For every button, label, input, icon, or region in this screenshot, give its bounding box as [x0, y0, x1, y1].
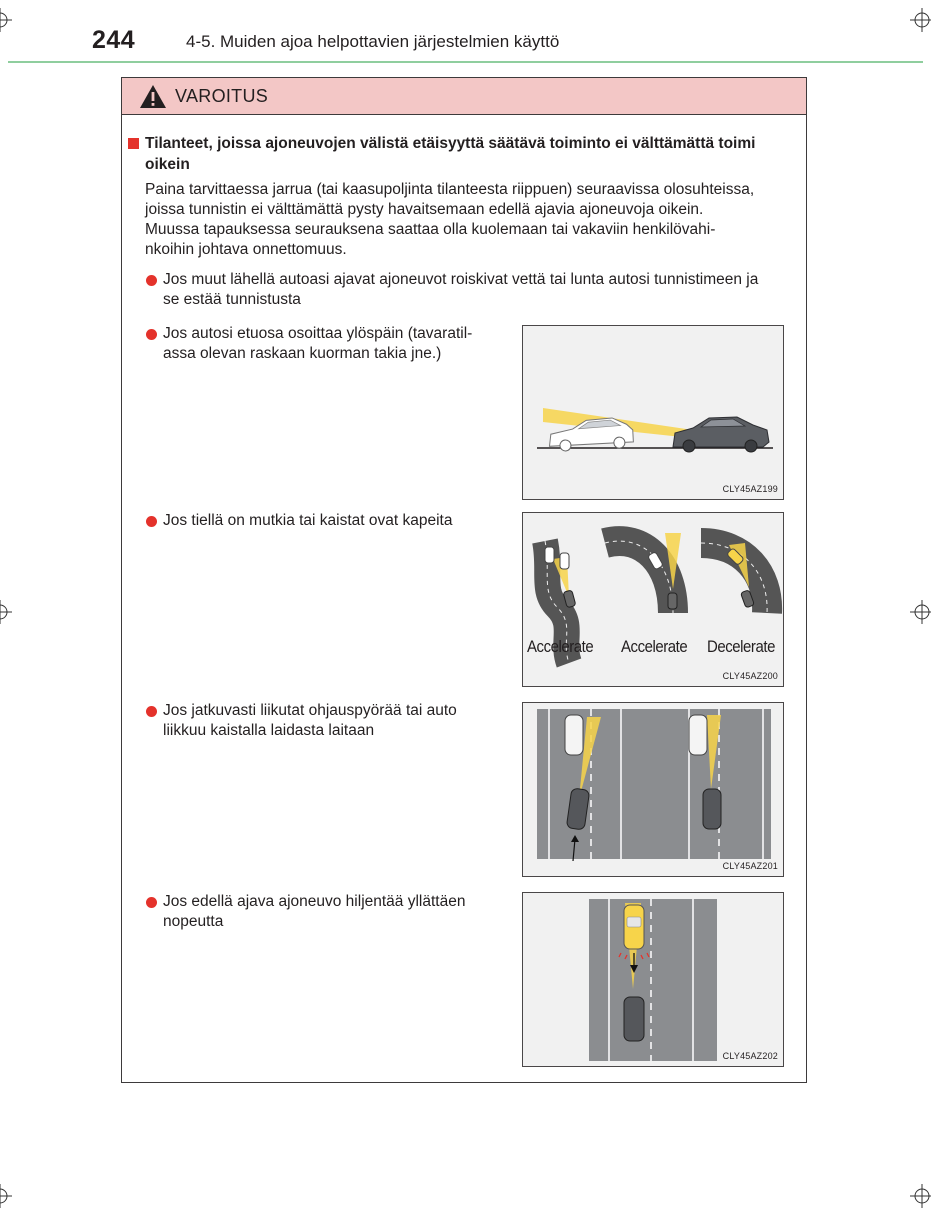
preceding-car-icon: [673, 417, 769, 452]
heading-marker: [128, 138, 139, 149]
bullet-marker: [146, 329, 157, 340]
figure-code: CLY45AZ199: [722, 484, 778, 494]
page-number: 244: [92, 26, 136, 54]
bullet-marker: [146, 706, 157, 717]
list-item: Jos jatkuvasti liikutat ohjauspyörää tai auto liikkuu kaistalla laidasta laitaan: [163, 702, 457, 739]
header-divider: [8, 61, 923, 63]
registration-mark-icon: [0, 1184, 12, 1208]
warning-label: VAROITUS: [175, 86, 269, 106]
registration-mark-icon: [910, 600, 931, 624]
bullet-marker: [146, 897, 157, 908]
bullet-marker: [146, 275, 157, 286]
warning-triangle-icon: [139, 84, 167, 109]
figure-code: CLY45AZ200: [722, 671, 778, 681]
car-nose-up-illustration: [523, 326, 783, 499]
list-item: Jos autosi etuosa osoittaa ylöspäin (tavaratil- assa olevan raskaan kuorman takia jne.): [163, 325, 473, 362]
figure-code: CLY45AZ201: [722, 861, 778, 871]
curve-label-accelerate-1: Accelerate: [527, 637, 594, 656]
lane-weaving-illustration: [523, 703, 783, 876]
registration-mark-icon: [910, 1184, 931, 1208]
section-title: 4-5. Muiden ajoa helpottavien järjestelmien käyttö: [186, 32, 560, 51]
warning-heading: Tilanteet, joissa ajoneuvojen välistä etäisyyttä säätävä toiminto ei välttämättä toimi oikein: [145, 135, 756, 173]
curve-label-decelerate: Decelerate: [707, 637, 775, 656]
figure-sudden-deceleration: [522, 892, 784, 1067]
curve-label-accelerate-2: Accelerate: [621, 637, 688, 656]
figure-lane-weaving: [522, 702, 784, 877]
list-item: Jos muut lähellä autoasi ajavat ajoneuvot roiskivat vettä tai lunta autosi tunnistimeen ja se estää tunnistusta: [163, 271, 759, 308]
bullet-marker: [146, 516, 157, 527]
list-item: Jos tiellä on mutkia tai kaistat ovat kapeita: [163, 512, 453, 529]
registration-mark-icon: [0, 8, 12, 32]
warning-paragraph: Paina tarvittaessa jarrua (tai kaasupoljinta tilanteesta riippuen) seuraavissa olosuhteissa, joissa tunnistin ei välttämättä pysty havaitsemaan edellä ajavia ajoneuvoja oikein. Muussa tapauksessa seurauksena saattaa olla kuolemaan tai vakaviin henkilövahi- nkoihin johtava onnettomuus.: [145, 181, 755, 258]
registration-mark-icon: [0, 600, 12, 624]
list-item: Jos edellä ajava ajoneuvo hiljentää yllättäen nopeutta: [163, 893, 466, 930]
figure-curved-roads: [522, 512, 784, 687]
curved-roads-illustration: [523, 513, 783, 686]
figure-car-nose-up: [522, 325, 784, 500]
registration-mark-icon: [910, 8, 931, 32]
figure-code: CLY45AZ202: [722, 1051, 778, 1061]
sudden-deceleration-illustration: [523, 893, 783, 1066]
